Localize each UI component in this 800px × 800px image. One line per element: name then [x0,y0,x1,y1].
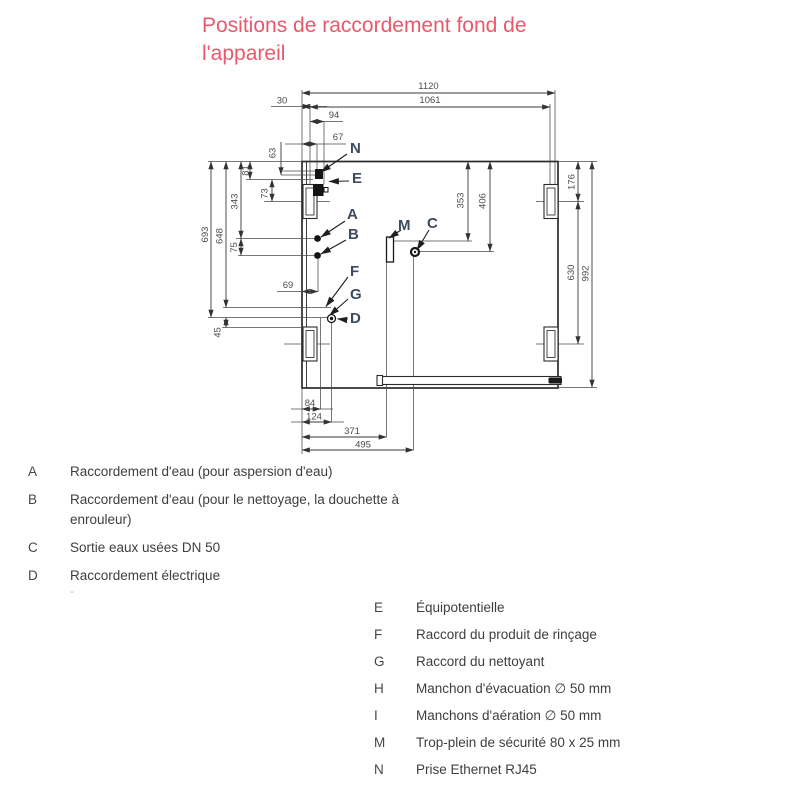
dim-371: 371 [344,426,360,437]
legend-key: G [374,654,385,669]
point-label-d: D [350,310,361,327]
legend-item [374,625,774,645]
dim-648: 648 [214,228,226,244]
dim-992: 992 [580,265,592,282]
legend-artifact: - [70,584,74,598]
legend-key: E [374,600,384,615]
legend-text: Sortie eaux usées DN 50 [70,540,221,555]
dim-94: 94 [328,110,340,121]
connector-d [328,315,336,323]
legend-text: Manchons d'aération ∅ 50 mm [416,708,602,723]
legend-item [374,598,774,618]
legend-text: Raccordement électrique [70,568,221,583]
connector-n [315,169,323,179]
connector-b [314,252,321,259]
dim-67: 67 [332,132,344,143]
legend-text: Équipotentielle [416,600,505,615]
legend-item [28,538,478,558]
legend-key: H [374,681,384,696]
dim-45: 45 [212,327,224,338]
dim-30: 30 [276,95,288,107]
legend-text: Prise Ethernet RJ45 [416,762,537,777]
dim-343: 343 [229,193,241,210]
legend-text: Trop-plein de sécurité 80 x 25 mm [416,735,621,750]
dim-81: 81 [240,165,252,176]
legend-item [374,706,774,726]
legend-key: N [374,762,384,777]
connector-m [387,237,394,262]
point-labels [347,140,438,327]
dim-406: 406 [477,193,489,209]
dim-124: 124 [306,411,322,423]
legend-key: A [28,464,38,479]
legend-item [28,566,478,586]
dim-693: 693 [200,226,211,243]
dimension-lines [211,93,592,450]
point-label-e: E [352,170,363,187]
legend-left [28,462,478,594]
legend-item [374,679,774,699]
point-label-m: M [398,217,411,234]
legend-key: F [374,627,383,642]
connector-a [314,235,321,242]
legend-item [374,760,774,780]
connectors [313,169,419,323]
dim-75: 75 [229,242,240,253]
label-leaders [321,154,429,320]
dim-84: 84 [304,398,316,409]
legend-key: I [374,708,378,723]
point-label-c: C [427,215,438,232]
connector-e [313,184,324,196]
legend-text: Raccord du produit de rinçage [416,627,597,642]
legend-text: Raccordement d'eau (pour aspersion d'eau) [70,464,333,479]
legend-item [28,462,478,482]
point-label-b: B [348,226,359,243]
legend-right [374,598,774,787]
legend-text: Raccordement d'eau (pour le nettoyage, la douchette à enrouleur) [70,492,400,527]
dim-495: 495 [355,439,371,451]
legend-item [28,490,478,530]
dim-69: 69 [282,280,294,291]
legend-key: C [28,540,38,555]
dim-630: 630 [566,264,577,281]
bottom-rail [377,376,562,386]
dim-63: 63 [267,147,279,159]
dim-353: 353 [455,192,467,209]
point-label-a: A [347,206,358,223]
legend-key: B [28,492,38,507]
point-label-f: F [350,263,360,280]
dimension-values [200,81,592,451]
page-title: Positions de raccordement fond de l'appareil [202,14,527,65]
legend-item [374,733,774,753]
point-label-g: G [350,286,362,303]
dim-1120: 1120 [418,81,439,92]
dim-176: 176 [566,174,578,190]
legend-text: Raccord du nettoyant [416,654,545,669]
appliance-outline [302,162,558,389]
dim-1061: 1061 [419,95,441,106]
extension-lines [208,90,597,454]
legend-item [374,652,774,672]
legend-key: M [374,735,386,750]
legend-key: D [28,568,38,583]
mounting-brackets [303,185,558,362]
point-label-n: N [350,140,361,157]
legend-text: Manchon d'évacuation ∅ 50 mm [416,681,612,696]
dim-73: 73 [259,188,271,199]
